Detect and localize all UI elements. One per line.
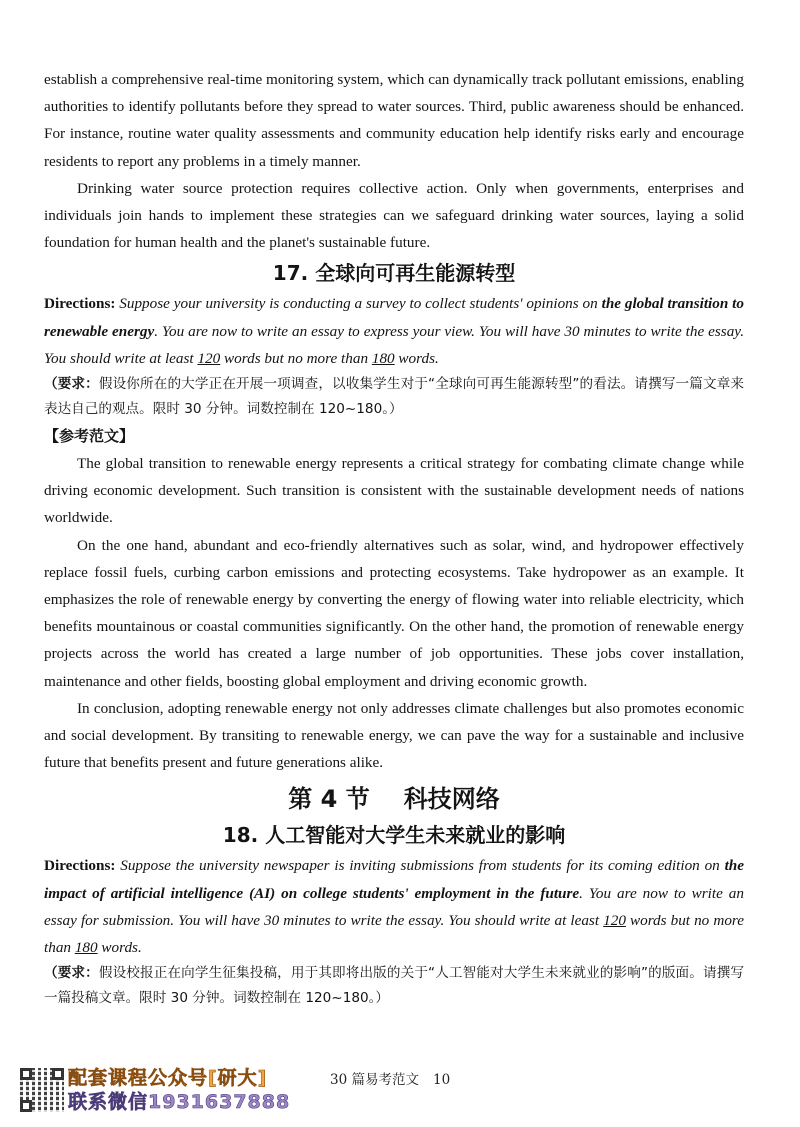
book-title: 30 篇易考范文 <box>330 1072 419 1088</box>
essay17-title: 17. 全球向可再生能源转型 <box>272 261 516 286</box>
essay17-directions: Directions: Suppose your university is conducting a survey to collect students' opinions on the global transition to renewable energy. You are now to write an essay to express your view. You will have 30 minutes to write the essay. You should write at least 120 words but no more than 180 words. <box>44 295 744 367</box>
closing-paragraph: Drinking water source protection requires collective action. Only when governments, enterprises and individuals join hands to implement these strategies can we safeguard drinking water sources, laying a solid foundation for human health and the planet's sustainable future. <box>44 179 744 252</box>
essay17-paragraph-1: The global transition to renewable energy represents a critical strategy for combating climate change while driving economic development. Such transition is consistent with the sustainable development needs of nations worldwide. <box>44 455 744 527</box>
essay18-requirement: （要求：假设校报正在向学生征集投稿，用于其即将出版的关于“人工智能对大学生未来就业的影响”的版面。请撰写一篇投稿文章。限时 30 分钟。词数控制在 120~180。） <box>44 965 744 1007</box>
page-footer <box>0 1062 800 1122</box>
continued-paragraph: establish a comprehensive real-time monitoring system, which can dynamically track pollutant emissions, enabling authorities to identify pollutants before they spread to water sources. Third, public awareness should be enhanced. For instance, routine water quality assessments and community education help identify risks early and encourage residents to report any problems in a timely manner. <box>44 71 744 170</box>
section-title: 第 4 节 科技网络 <box>288 785 500 814</box>
promo-watermark <box>68 1066 308 1114</box>
essay17-paragraph-3: In conclusion, adopting renewable energy not only addresses climate challenges but also promotes economic and social development. By transiting to renewable energy, we can pave the way for a sustainable and inclusive future that benefits present and future generations alike. <box>44 699 744 772</box>
qr-code-icon <box>20 1068 64 1112</box>
essay18-title: 18. 人工智能对大学生未来就业的影响 <box>222 823 566 848</box>
promo-line-2: 联系微信1931637888 <box>68 1091 291 1113</box>
document-page <box>44 66 744 1011</box>
page-number: 10 <box>432 1072 451 1088</box>
essay17-requirement: （要求：假设你所在的大学正在开展一项调查，以收集学生对于“全球向可再生能源转型”的看法。请撰写一篇文章来表达自己的观点。限时 30 分钟。词数控制在 120~180。） <box>44 376 744 418</box>
essay17-paragraph-2: On the one hand, abundant and eco-friendly alternatives such as solar, wind, and hydropower effectively replace fossil fuels, curbing carbon emissions and protecting ecosystems. Take hydropower as an example. It emphasizes the role of renewable energy by converting the energy of flowing water into reliable electricity, which benefits mountainous or coastal communities significantly. On the other hand, the promotion of renewable energy projects across the world has created a large number of job opportunities. These jobs cover installation, maintenance and other fields, boosting global employment and driving economic growth. <box>44 536 744 690</box>
reference-essay-heading: 【参考范文】 <box>44 427 135 446</box>
essay18-directions: Directions: Suppose the university newspaper is inviting submissions from students for its coming edition on the impact of artificial intelligence (AI) on college students' employment in the future. You are now to write an essay for submission. You will have 30 minutes to write the essay. You should write at least 120 words but no more than 180 words. <box>44 857 744 957</box>
page-info <box>330 1068 450 1088</box>
promo-line-1: 配套课程公众号[研大] <box>68 1067 268 1089</box>
